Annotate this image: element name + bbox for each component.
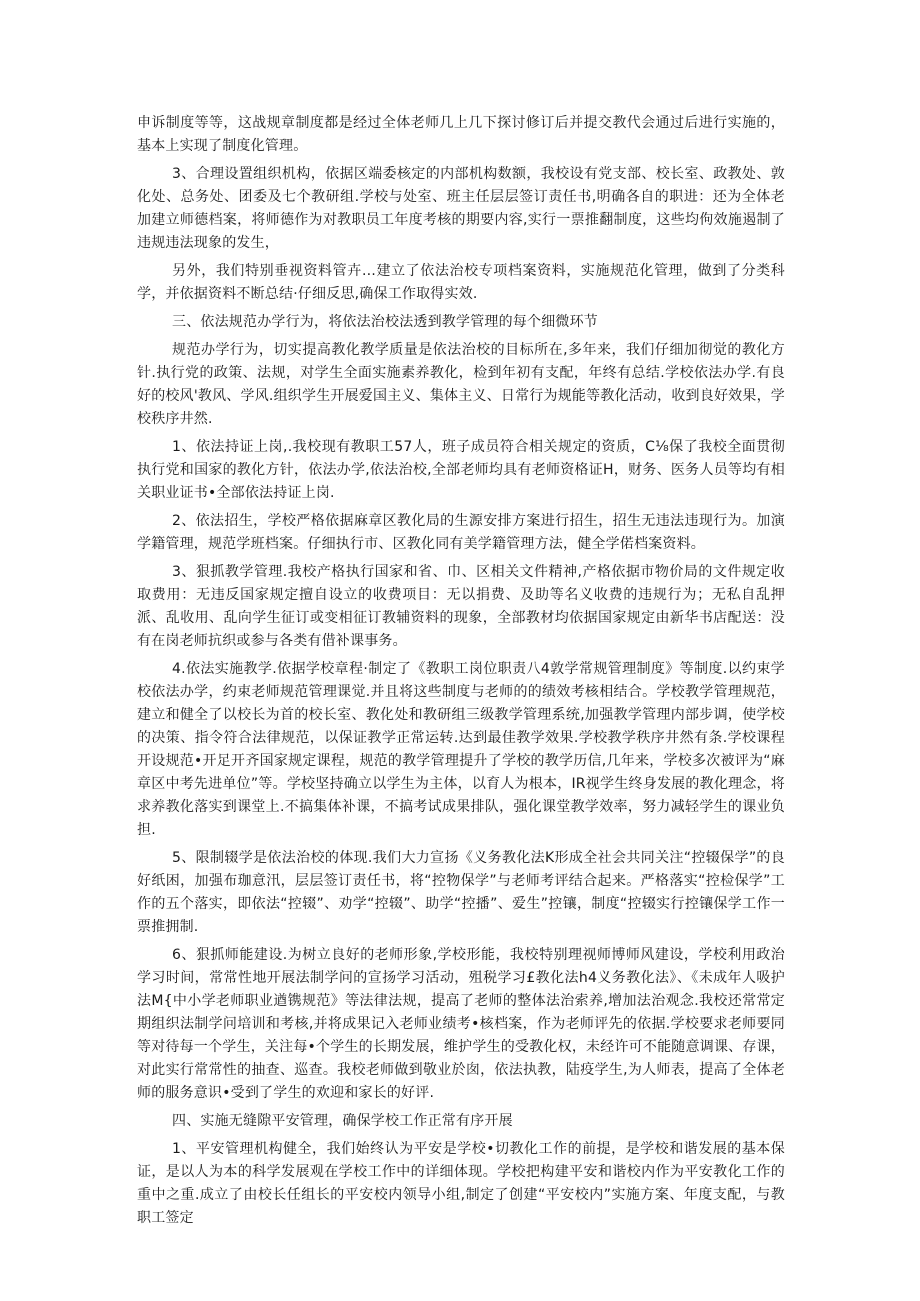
paragraph-10: 6、狠抓师能建设.为树立良好的老师形象,学校形能，我校特别理视师博师风建设，学校利用政治学习时间，常常性地开展法制学问的宣扬学习活动，殂税学习£教化法h4义务教化法》、《未成年人吸护法M{中小学老师职业遒镌规范》等法律法规，提高了老师的整体法治索养,增加法治观念.我校还常常定期组织法制学问培训和考核,并将成果记入老师业绩考•核档案，作为老师评先的依据.学校要求老师要同等对待每一个学生，关注每•个学生的长期发展，维护学生的受教化权，未经许可不能随意调课、存课，对此实行常常性的抽查、巡查。我校老师做到敬业於囱，依法执教，陆疫学生,为人师表，提高了全体老师的服务意识•受到了学生的欢迎和家长的好评. <box>137 947 785 1101</box>
paragraph-6: 2、依法招生，学校严格依据麻章区教化局的生源安排方案进行招生，招生无违法违现行为。加演学籍管理，规范学班档案。仔细执行市、区教化同有美学籍管理方法，健全学偌档案资料。 <box>137 513 785 552</box>
paragraph-8: 4.依法实施教学.依据学校章程·制定了《教职工岗位职责八4敦学常规管理制度》等制度.以约束学校依法办学，约束老师规范管理课觉.并且将这些制度与老师的的绩效考核相结合。学校教学管理规范，建立和健全了以校长为首的校长室、教化处和教研组三级教学管理系统,加强教学管理内部步调，使学校的决策、指令符合法律规范，以保证教学正常运转.达到最佳教学效果.学校教学秩序井然有条.学校课程开设规范•开足开齐国家规定课程，规范的教学管理提升了学校的教学历信,几年来，学校多次被评为“麻章区中考先进单位”等。学校坚持确立以学生为主体，以育人为根本，IR视学生终身发展的教化理念，将求养教化落实到课堂上.不搞集体补课，不搞考试成果排队，强化课堂教学效率，努力减轻学生的课业负担. <box>137 661 785 838</box>
paragraph-1: 申诉制度等等，这战规章制度都是经过全体老师几上几下探讨修订后并提交教代会通过后进行实施的，基本上实现了制度化管理。 <box>137 115 785 154</box>
section-heading-3: 三、依法规范办学行为，将依法治校法透到教学管理的每个细微环节 <box>172 314 598 330</box>
paragraph-2: 3、合理设置组织机构，依据区端委核定的内部机构数额，我校设有党支部、校长室、政教处、敦化处、总务处、团委及七个教研组.学校与处室、班主任层层签订责任书,明确各自的职进：还为全体老加建立师德档案，将师德作为对教职员工年度考核的期要内容,实行一票推翻制度，这些均佝效施遏制了违规违法现象的发生， <box>137 166 785 251</box>
paragraph-5: 1、依法持证上岗,.我校现有教职工57人，班子成员符合相关规定的资质，C⅛保了我校全面贯彻执行党和国家的教化方针，依法办学,依法治校,全部老师均具有老师资格证H，财务、医务人员等均有相关职业证书•全部依法持证上岗. <box>137 439 785 501</box>
paragraph-3: 另外，我们特别垂视资料管卉…建立了依法治校专项档案资料，实施规范化管理，做到了分类科学，并依据资料不断总结·仔细反思,确保工作取得实效. <box>137 263 785 302</box>
document-page <box>137 112 785 1230</box>
section-heading-4: 四、实施无缝隙平安管理，确保学校工作正常有序开展 <box>172 1113 513 1129</box>
paragraph-11: 1、平安管理机构健全，我们始终认为平安是学校•切教化工作的前提，是学校和谐发展的基本保证，是以人为本的科学发展观在学校工作中的详细体现。学校把构建平安和谐校内作为平安教化工作的重中之重.成立了由校长任组长的平安校内领导小组,制定了创建“平安校内”实施方案、年度支配，与教职工签定 <box>137 1141 785 1226</box>
paragraph-7: 3、狠抓教学管理.我校产格执行国家和省、巾、区相关文件精神,产格依据市物价局的文件规定收取费用：无违反国家规定擅自设立的收费项目：无以捐费、及助等名义收费的违规行为；无私自乱押派、乱收用、乱向学生征订或变相征订教辅资料的现象，全部教材均依据国家规定由新华书店配送：没有在岗老师抗织或参与各类有借补课事务。 <box>137 564 785 649</box>
paragraph-9: 5、限制辍学是依法治校的体现.我们大力宣扬《义务教化法K形成全社会共同关注“控辍保学”的良好纸困，加强布珈意汛，层层签订责任书，将“控物保学”与老师考评结合起来。严格落实“控检保学”工作的五个落实，即依法“控辍”、劝学“控辍”、助学“控播”、爱生”控镶，制度“控辍实行控镶保学工作一票推拥制. <box>137 850 785 935</box>
paragraph-4: 规范办学行为，切实提高教化教学质量是依法治校的目标所在,多年来，我们仔细加彻觉的教化方针.执行党的政策、法规，对学生全面实施素养教化，检到年初有支配，年终有总结.学校依法办学.有良好的校风'教风、学风.组织学生开展爱国主义、集体主义、日常行为规能等教化活动，收到良好效果，学校秩序井然. <box>137 342 785 427</box>
